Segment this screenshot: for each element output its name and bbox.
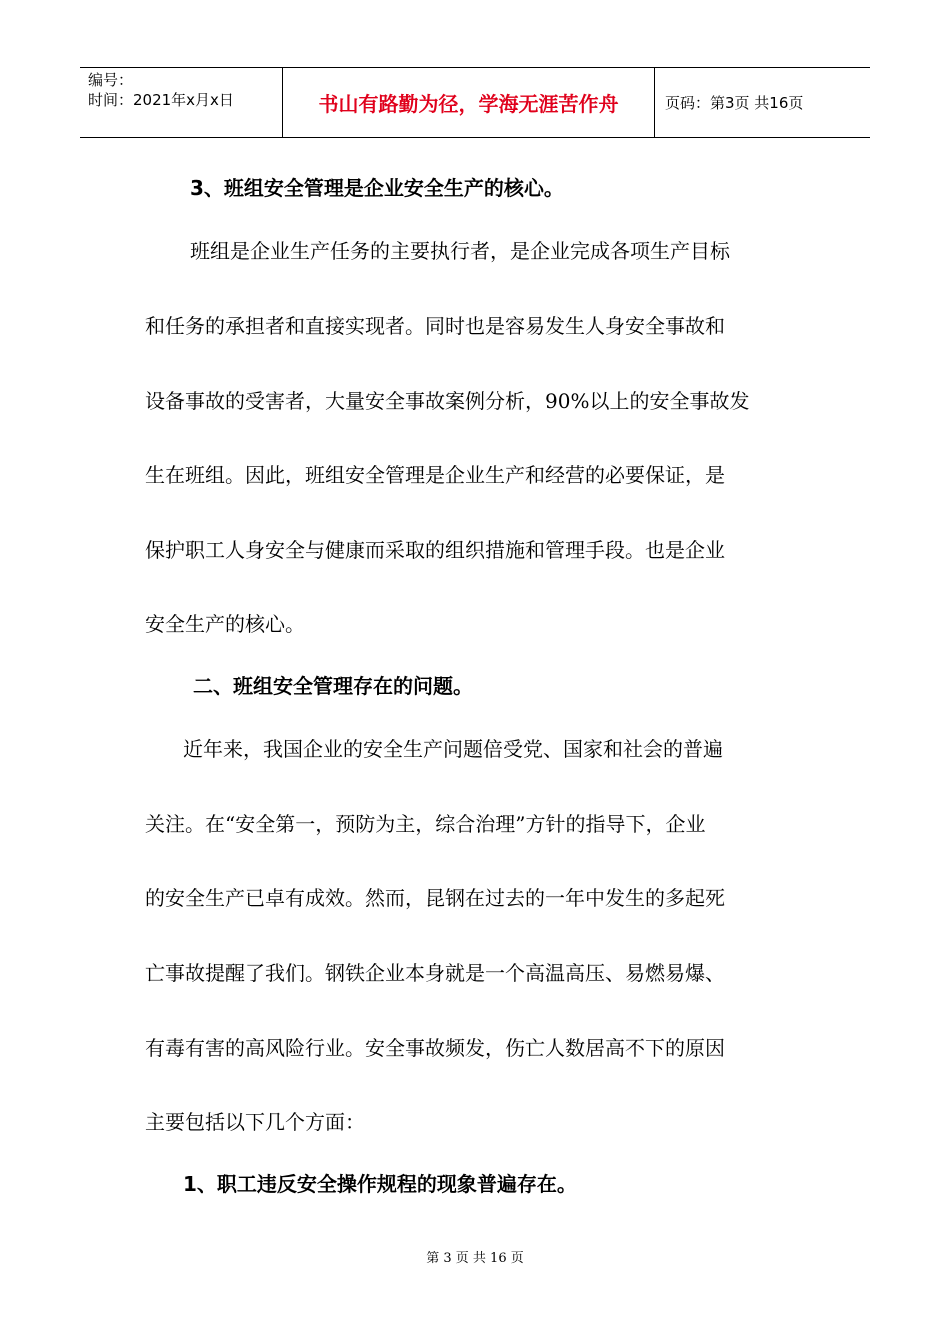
paragraph-line: 安全生产的核心。 <box>145 612 305 636</box>
paragraph-line: 保护职工人身安全与健康而采取的组织措施和管理手段。也是企业 <box>145 538 725 562</box>
paragraph-line: 关注。在“安全第一，预防为主，综合治理”方针的指导下，企业 <box>145 812 706 836</box>
paragraph-line: 主要包括以下几个方面： <box>145 1110 365 1134</box>
time-label: 时间：2021年x月x日 <box>88 91 234 109</box>
paragraph-line: 生在班组。因此，班组安全管理是企业生产和经营的必要保证，是 <box>145 463 725 487</box>
header-motto: 书山有路勤为径，学海无涯苦作舟 <box>283 68 655 137</box>
paragraph-line: 班组是企业生产任务的主要执行者，是企业完成各项生产目标 <box>190 239 730 263</box>
paragraph-line: 近年来，我国企业的安全生产问题倍受党、国家和社会的普遍 <box>183 737 723 761</box>
paragraph-line: 有毒有害的高风险行业。安全事故频发，伤亡人数居高不下的原因 <box>145 1036 725 1060</box>
page-footer: 第 3 页 共 16 页 <box>426 1251 524 1266</box>
subheading-1: 1、职工违反安全操作规程的现象普遍存在。 <box>183 1172 577 1196</box>
heading-3: 3、班组安全管理是企业安全生产的核心。 <box>190 176 564 200</box>
paragraph-line: 设备事故的受害者，大量安全事故案例分析，90%以上的安全事故发 <box>145 389 750 413</box>
section-heading: 二、班组安全管理存在的问题。 <box>193 674 473 698</box>
paragraph-line: 和任务的承担者和直接实现者。同时也是容易发生人身安全事故和 <box>145 314 725 338</box>
number-label: 编号： <box>88 71 134 89</box>
paragraph-line: 亡事故提醒了我们。钢铁企业本身就是一个高温高压、易燃易爆、 <box>145 961 725 985</box>
paragraph-line: 的安全生产已卓有成效。然而，昆钢在过去的一年中发生的多起死 <box>145 886 725 910</box>
page-header <box>80 67 870 138</box>
header-page-info: 页码：第3页 共16页 <box>665 94 804 112</box>
header-meta <box>80 68 283 137</box>
